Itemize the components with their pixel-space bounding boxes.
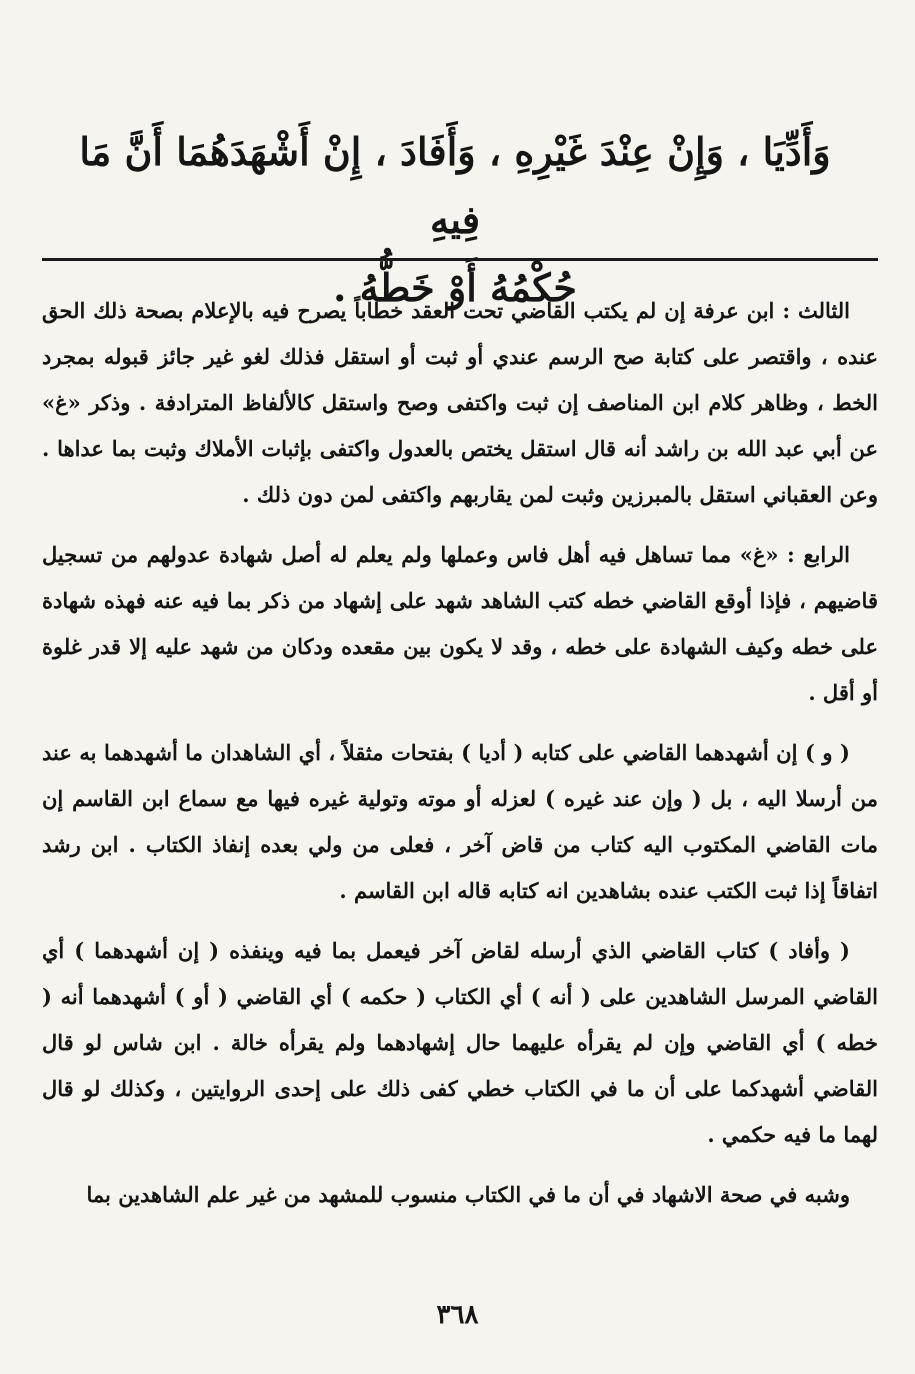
page-number: ٣٦٨	[436, 1300, 479, 1330]
paragraph-commentary-tashbih: وشبه في صحة الاشهاد في أن ما في الكتاب منسوب للمشهد من غير علم الشاهدين بما	[86, 1182, 850, 1207]
verse-line-2: حُكْمُهُ أَوْ خَطُّهُ .	[333, 265, 577, 310]
separator-rule	[42, 258, 878, 261]
paragraph-commentary-afada: ( وأفاد ) كتاب القاضي الذي أرسله لقاض آخر فيعمل بما فيه وينفذه ( إن أشهدهما ) أي القاضي المرسل الشاهدين على ( أنه ) أي الكتاب ( حكمه ) أي القاضي ( أو ) أشهدهما أنه ( خطه ) أي القاضي وإن لم يقرأه عليهما حال إشهادهما ولم يقرأه خالة . ابن شاس لو قال القاضي أشهدكما على أن ما في الكتاب خطي كفى ذلك على إحدى الروايتين ، وكذلك لو قال لهما ما فيه حكمي .	[42, 938, 878, 1147]
paragraph-third: الثالث : ابن عرفة إن لم يكتب القاضي تحت العقد خطاباً يصرح فيه بالإعلام بصحة ذلك الحق عنده ، واقتصر على كتابة صح الرسم عندي أو ثبت أو استقل فذلك لغو غير جائز قبوله بمجرد الخط ، وظاهر كلام ابن المناصف إن ثبت واكتفى وصح واستقل كالألفاظ المترادفة . وذكر «غ» عن أبي عبد الله بن راشد أنه قال استقل يختص بالعدول واكتفى بإثبات الأملاك وثبت بما عداها . وعن العقباني استقل بالمبرزين وثبت لمن يقاربهم واكتفى لمن دون ذلك .	[42, 298, 878, 507]
commentary-text	[42, 288, 878, 1232]
verse-line-1: وَأَدِّيَا ، وَإِنْ عِنْدَ غَيْرِهِ ، وَأَفَادَ ، إِنْ أَشْهَدَهُمَا أَنَّ مَا فِيهِ	[79, 129, 831, 242]
paragraph-commentary-and: ( و ) إن أشهدهما القاضي على كتابه ( أديا ) بفتحات مثقلاً ، أي الشاهدان ما أشهدهما به عند من أرسلا اليه ، بل ( وإن عند غيره ) لعزله أو موته وتولية غيره فيها مع سماع ابن القاسم إن مات القاضي المكتوب اليه كتاب من قاض آخر ، فعلى من ولي بعده إنفاذ الكتاب . ابن رشد اتفاقاً إذا ثبت الكتب عنده بشاهدين انه كتابه قاله ابن القاسم .	[42, 740, 878, 903]
paragraph-fourth: الرابع : «غ» مما تساهل فيه أهل فاس وعملها ولم يعلم له أصل شهادة عدولهم من تسجيل قاضيهم ، فإذا أوقع القاضي خطه كتب الشاهد شهد على إشهاد من ذكر بما فيه عنه فهذه شهادة على خطه وكيف الشهادة على خطه ، وقد لا يكون بين مقعده ودكان من شهد عليه إلا قدر غلوة أو أقل .	[42, 542, 878, 705]
